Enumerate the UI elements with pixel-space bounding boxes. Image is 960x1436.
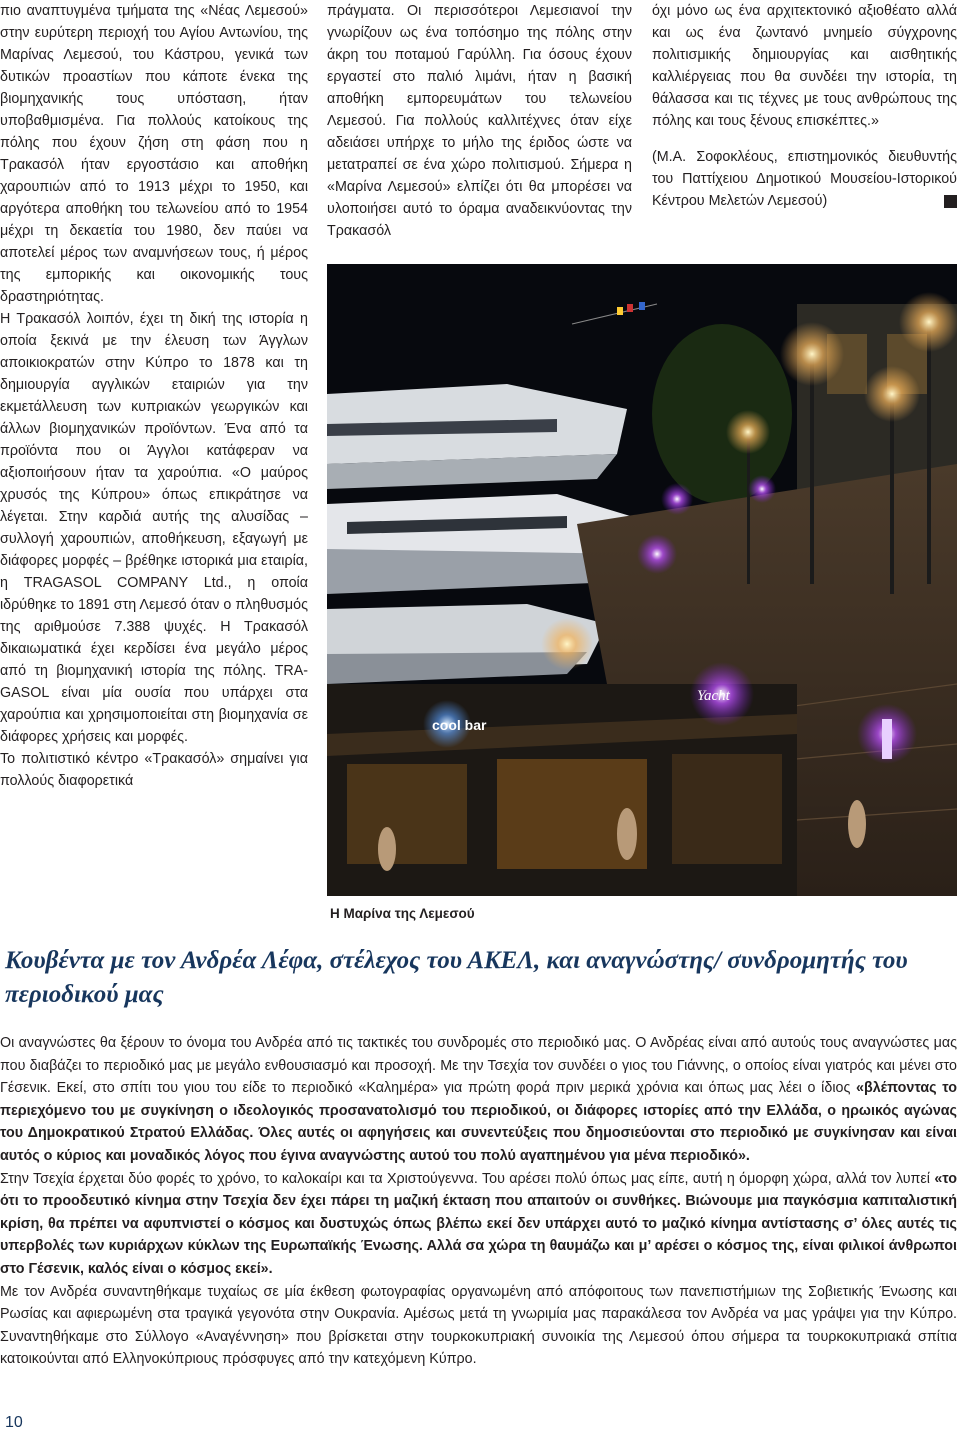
- photo-caption: Η Μαρίνα της Λεμεσού: [330, 906, 475, 921]
- interview-paragraph-3: Με τον Ανδρέα συναντηθήκαμε τυχαίως σε μία έκθεση φωτογραφίας οργανωμένη από απόφοιτους των πανεπιστήμιων της Σοβιετικής Ένωσης και Ρωσίας και αφιερωμένη στα τραγικά γεγονότα στην Ουκρανία. Αμέσως μετά τη γνωριμία μας παρακάλεσα τον Ανδρέα να μας γράψει για την Κύπρο. Συναντηθήκαμε στο Σύλλογο «Αναγέννηση» που βρίσκεται στην τουρκοκυπριακή συνοικία της Λεμεσού όπου σήμερα τα τουρκοκυπριακά σπίτια κατοικούνται από Ελληνοκύπριους πρόσφυγες από την κατεχόμενη Κύπρο.: [0, 1283, 957, 1368]
- interview-p1-plain: Οι αναγνώστες θα ξέρουν το όνομα του Ανδρέα από τις τακτικές του συνδρομές στο περιοδικό μας. Ο Ανδρέας είναι από αυτούς τους αναγνώστες μας που διαβάζει το περιοδικό μας με μεγάλο ενθουσιασμό και προσοχή. Με την Τσεχία τον συνδέει ο γιος του Γιάννης, ο οποίος είναι γιατρός και μένει στο Γέσενικ. Εκεί, στο σπίτι του γιου του είδε το περιοδικό «Καλημέρα» για πρώτη φορά πριν μερικά χρόνια και όπως μας λέει ο ίδιος: [0, 1035, 957, 1097]
- cool-bar-sign: cool bar: [432, 717, 487, 733]
- article-column-3: [652, 0, 957, 212]
- interview-paragraph-2: [0, 1168, 957, 1281]
- marina-night-photo: [327, 264, 957, 896]
- column-1-paragraph-3: Το πολιτιστικό κέντρο «Τρακασόλ» σημαίνει για πολλούς διαφορετικά: [0, 751, 308, 789]
- interview-body: [0, 1032, 957, 1371]
- marina-photo-drawing: [327, 264, 957, 896]
- column-3-attribution: [652, 146, 957, 212]
- article-column-1: [0, 0, 308, 792]
- article-end-square: [944, 195, 957, 208]
- interview-heading: Κουβέντα με τον Ανδρέα Λέφα, στέλεχος του ΑΚΕΛ, και αναγνώστης/ συνδρομητής του περιοδικού μας: [5, 947, 908, 1008]
- page-number: 10: [5, 1414, 23, 1431]
- article-column-2: [327, 0, 632, 242]
- interview-p2-quote: «το ότι το προοδευτικό κίνημα στην Τσεχία δεν έχει πάρει τη μαζική έκταση που απαιτούν οι συνθήκες. Βιώνουμε μια παγκόσμια καπιταλιστική κρίση, θα πρέπει να αφυπνιστεί ο κόσμος και δυστυχώς όπως βλέπω εκεί δεν υπάρχει αυτό το μαζικό κίνημα αντίστασης σ’ όλες αυτές τις υπερβολές των κυριάρχων κύκλων της Ευρωπαϊκής Ένωσης. Αλλά σα χώρα τη θαυμάζω και μ’ αρέσει ο κόσμος της, είναι φιλικοί άνθρωποι στο Γέσενικ, καλός είναι ο κόσμος εκεί».: [0, 1170, 957, 1277]
- interview-paragraph-1: [0, 1032, 957, 1168]
- column-1-paragraph-2: Η Τρακασόλ λοιπόν, έχει τη δική της ιστορία η οποία ξεκινά με την έλευση των Άγγλων αποικιοκρατών στην Κύπρο το 1878 και τη δημιουργία αγγλικών εταιριών για την εκμετάλλευση των κυπριακών γεωργικών και άλλων βιομηχανικών προϊόντων. Ένα από τα προϊόντα που οι Άγγλοι κατάφεραν να αξιοποιήσουν ήταν τα χαρούπια. «Ο μαύρος χρυσός της Κύπρου» όπως επικράτησε να λέγεται. Στην καρδιά αυτής της αλυσίδας – συλλογή χαρουπιών, αποθήκευση, εξαγωγή με διάφορες μορφές – βρέθηκε ιστορικά μια εταιρία, η TRAGASOL COMPANY Ltd., η οποία ιδρύθηκε το 1891 στη Λεμεσό όταν ο πληθυσμός της αριθμούσε 7.388 ψυχές. Η Τρακασόλ δικαιωματικά έχει κερδίσει ένα μεγάλο μέρος από τη βιομηχανική ιστορία της πόλης. TRA-GASOL είναι μία ουσία που υπάρχει στα χαρούπια και χρησιμοποιείται στη βιομηχανία σε διάφορες χρήσεις και μορφές.: [0, 311, 308, 745]
- column-1-paragraph-1: πιο αναπτυγμένα τμήματα της «Νέας Λεμεσού» στην ευρύτερη περιοχή του Αγίου Αντωνίου, της Μαρίνας Λεμεσού, του Κάστρου, γενικά των δυτικών προαστίων που κάποτε ένεκα της βιομηχανικής τους υπόσταση, ήταν υποβαθμισμένα. Για πολλούς κατοίκους της πόλης που έχουν ζήση στη φάση που η Τρακασόλ ήταν εργοστάσιο και αποθήκη χαρουπιών από το 1913 μέχρι το 1950, και αργότερα αποθήκη του τελωνείου από το 1954 μέχρι τη δεκαετία του 1980, δεν παύει να αποτελεί μέρος των αναμνήσεων τους, ή μέρος της εμπορικής και οικονομικής τους δραστηριότητας.: [0, 3, 308, 305]
- interview-p1-quote: «βλέποντας το περιεχόμενο του με συγκίνηση ο ιδεολογικός προσανατολισμό του περιοδικού, οι διάφορες ιστορίες από την Ελλάδα, ο ηρωικός αγώνας του Δημοκρατικού Στρατού Ελλάδας. Όλες αυτές οι αφηγήσεις και συνεντεύξεις που δημοσιεύονται στο περιοδικό με συγκίνησαν και είναι αυτός ο κύριος και μοναδικός λόγος που έγινα αναγνώστης αυτού του πολύ αγαπημένου για μένα περιοδικό».: [0, 1080, 957, 1164]
- column-2-paragraph-1: πράγματα. Οι περισσότεροι Λεμεσιανοί την γνωρίζουν ως ένα τοπόσημο της πόλης στην άκρη του ποταμού Γαρύλλη. Για όσους έχουν εργαστεί στο παλιό λιμάνι, ήταν η βασική αποθήκη εμπορευμάτων του τελωνείου Λεμεσού. Για πολλούς καλλιτέχνες όταν είχε αδειάσει υπήρχε το μήλο της έριδος ώστε να μετατραπεί σε ένα χώρο πολιτισμού. Σήμερα η «Μαρίνα Λεμεσού» ελπίζει ότι θα μπορέσει να υλοποιήσει αυτό το όραμα αναδεικνύοντας την Τρακασόλ: [327, 3, 632, 239]
- attribution-text: (Μ.Α. Σοφοκλέους, επιστημονικός διευθυντής του Παττίχειου Δημοτικού Μουσείου-Ιστορικού Κέντρου Μελετών Λεμεσού): [652, 149, 957, 209]
- column-3-paragraph-1: όχι μόνο ως ένα αρχιτεκτονικό αξιοθέατο αλλά και ως ένα ζωντανό μνημείο σύγχρονης πολιτισμικής δημιουργίας και αισθητικής καλλιέργειας που θα συνδέει την ιστορία, τη θάλασσα και τις τέχνες με τους ανθρώπους της πόλης και τους ξένους επισκέπτες.»: [652, 3, 957, 129]
- interview-p2-plain: Στην Τσεχία έρχεται δύο φορές το χρόνο, το καλοκαίρι και τα Χριστούγεννα. Του αρέσει πολύ όπως μας είπε, αυτή η όμορφη χώρα, αλλά τον λυπεί: [0, 1170, 935, 1187]
- yacht-club-sign: Yacht: [697, 688, 730, 704]
